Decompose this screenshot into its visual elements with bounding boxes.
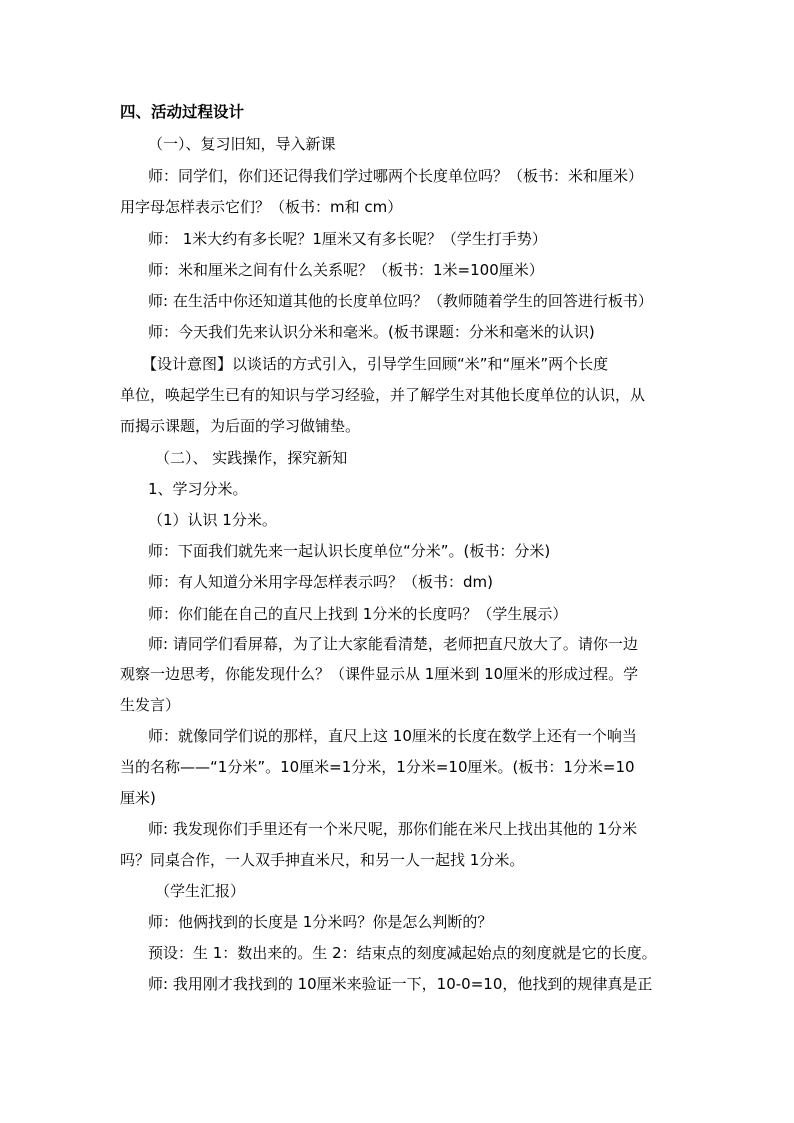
paragraph-line: 师：就像同学们说的那样，直尺上这 10厘米的长度在数学上还有一个响当 — [148, 727, 637, 745]
paragraph-line: 师：他俩找到的长度是 1分米吗？你是怎么判断的？ — [148, 913, 493, 931]
list-heading: 1、学习分米。 — [148, 480, 248, 498]
subsection-heading: （二）、 实践操作，探究新知 — [155, 449, 348, 467]
section-heading: 四、活动过程设计 — [120, 103, 245, 121]
design-intent-line: 而揭示课题，为后面的学习做铺垫。 — [120, 417, 361, 435]
paragraph-line: 厘米) — [120, 789, 156, 807]
paragraph-line: 当的名称——“1分米”。10厘米=1分米，1分米=10厘米。(板书：1分米=10 — [120, 758, 635, 776]
paragraph-line: 师：你们能在自己的直尺上找到 1分米的长度吗？（学生展示） — [148, 605, 568, 623]
paragraph-line: 师： 1米大约有多长呢？1厘米又有多长呢？（学生打手势） — [148, 230, 547, 248]
paragraph-line: 师：下面我们就先来一起认识长度单位“分米”。(板书：分米) — [148, 542, 551, 560]
paragraph-line: 观察一边思考，你能发现什么？（课件显示从 1厘米到 10厘米的形成过程。学 — [120, 665, 639, 683]
paragraph-line: 预设：生 1：数出来的。生 2：结束点的刻度减起始点的刻度就是它的长度。 — [148, 944, 657, 962]
paragraph-line: 生发言） — [120, 696, 181, 714]
design-intent-line: 单位，唤起学生已有的知识与学习经验，并了解学生对其他长度单位的认识，从 — [120, 386, 646, 404]
paragraph-line: 师: 我用刚才我找到的 10厘米来验证一下，10-0=10，他找到的规律真是正 — [148, 975, 653, 993]
paragraph-line: 师: 在生活中你还知道其他的长度单位吗？（教师随着学生的回答进行板书） — [148, 292, 653, 310]
paragraph-line: 用字母怎样表示它们？（板书：m和 cm） — [120, 198, 403, 216]
paragraph-line: 师：有人知道分米用字母怎样表示吗？（板书：dm) — [148, 573, 493, 591]
list-subheading: （1）认识 1分米。 — [148, 511, 277, 529]
paragraph-line: （学生汇报） — [155, 882, 246, 900]
paragraph-line: 师: 请同学们看屏幕，为了让大家能看清楚，老师把直尺放大了。请你一边 — [148, 635, 638, 653]
design-intent-line: 【设计意图】以谈话的方式引入，引导学生回顾“米”和“厘米”两个长度 — [142, 355, 609, 373]
subsection-heading: （一）、复习旧知，导入新课 — [148, 135, 336, 153]
paragraph-line: 师：同学们，你们还记得我们学过哪两个长度单位吗？（板书：米和厘米） — [148, 167, 644, 185]
paragraph-line: 师: 我发现你们手里还有一个米尺呢，那你们能在米尺上找出其他的 1分米 — [148, 820, 638, 838]
paragraph-line: 师：今天我们先来认识分米和毫米。(板书课题：分米和毫米的认识) — [148, 323, 595, 341]
paragraph-line: 师：米和厘米之间有什么关系呢？（板书：1米=100厘米） — [148, 261, 544, 279]
paragraph-line: 吗？同桌合作，一人双手抻直米尺，和另一人一起找 1分米。 — [120, 851, 525, 869]
